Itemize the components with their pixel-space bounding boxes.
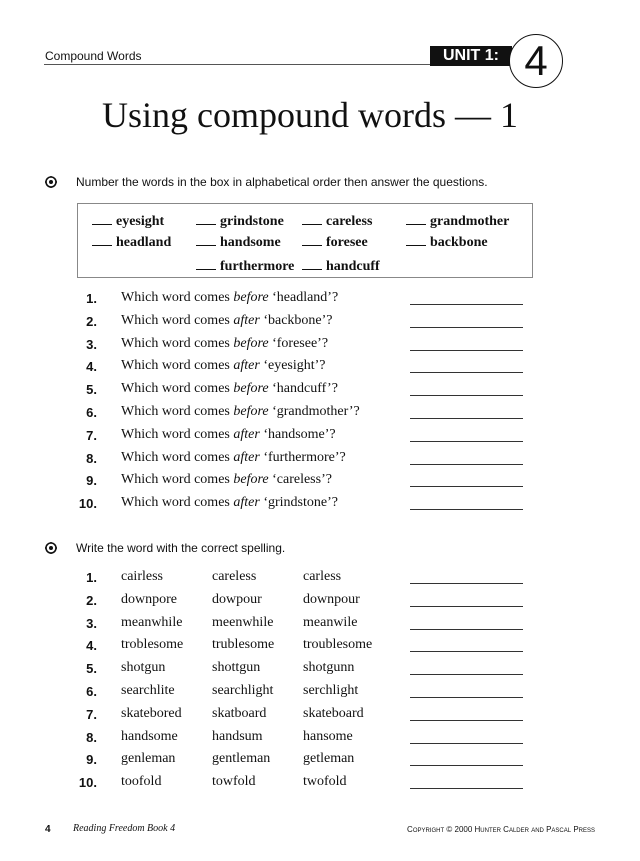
question-row [0,493,640,515]
spelling-option-c: troublesome [303,637,373,653]
spelling-option-a: genleman [121,751,176,767]
answer-line[interactable] [410,651,523,652]
number-blank[interactable] [406,233,426,246]
spelling-option-c: meanwile [303,614,358,630]
spelling-option-a: meanwhile [121,614,183,630]
spelling-row [0,749,640,771]
answer-line[interactable] [410,464,523,465]
number-blank[interactable] [92,212,112,225]
answer-line[interactable] [410,441,523,442]
answer-line[interactable] [410,486,523,487]
question-number: 5. [86,382,97,398]
question-text: Which word comes before ‘handcuff’? [121,381,338,397]
flower-bullet-icon [45,176,57,188]
number-blank[interactable] [196,212,216,225]
question-row [0,356,640,378]
spelling-row [0,567,640,589]
spelling-option-a: searchlite [121,683,175,698]
word-item: grindstone [196,212,284,230]
spelling-option-b: handsum [212,728,263,744]
spelling-row [0,727,640,749]
spelling-number: 6. [86,684,97,699]
answer-line[interactable] [410,327,523,328]
question-text: Which word comes before ‘foresee’? [121,335,329,351]
answer-line[interactable] [410,788,523,789]
spelling-option-a: troblesome [121,637,184,653]
spelling-row [0,635,640,657]
spelling-option-b: meenwhile [212,614,274,630]
spelling-option-b: dowpour [212,591,262,607]
copyright-notice: Copyright © 2000 Hunter Calder and Pascal Press [407,825,595,834]
word-item: eyesight [92,212,164,230]
spelling-option-c: skateboard [303,705,364,721]
spelling-number: 5. [86,661,97,677]
spelling-row [0,613,640,635]
answer-line[interactable] [410,720,523,721]
number-blank[interactable] [302,233,322,246]
answer-line[interactable] [410,509,523,510]
word-item: careless [302,212,372,230]
answer-line[interactable] [410,395,523,396]
answer-line[interactable] [410,674,523,675]
flower-bullet-icon [45,542,57,554]
question-row [0,448,640,470]
question-number: 4. [86,359,97,375]
spelling-option-c: downpour [303,591,360,607]
question-number: 8. [86,450,97,466]
answer-line[interactable] [410,583,523,584]
spelling-number: 7. [86,706,97,722]
number-blank[interactable] [302,212,322,225]
number-blank[interactable] [196,233,216,246]
question-number: 6. [86,405,97,420]
spelling-option-a: shotgun [121,660,166,676]
question-text: Which word comes after ‘grindstone’? [121,495,338,511]
question-text: Which word comes before ‘headland’? [121,290,339,305]
page-title: Using compound words — 1 [102,95,518,135]
answer-line[interactable] [410,629,523,630]
spelling-number: 9. [86,752,97,768]
unit-label: UNIT 1: [430,46,512,66]
answer-line[interactable] [410,697,523,698]
question-number: 3. [86,336,97,352]
spelling-number: 1. [86,570,97,585]
spelling-option-a: cairless [121,569,163,584]
question-text: Which word comes before ‘careless’? [121,472,332,488]
spelling-row [0,704,640,726]
answer-line[interactable] [410,606,523,607]
spelling-option-a: downpore [121,591,177,607]
word-item: handcuff [302,257,380,275]
exercise2-instruction: Write the word with the correct spelling. [76,541,286,555]
spelling-option-c: shotgunn [303,660,355,676]
question-row [0,425,640,447]
question-number: 7. [86,427,97,443]
spelling-option-b: towfold [212,774,256,790]
number-blank[interactable] [406,212,426,225]
question-text: Which word comes after ‘backbone’? [121,312,333,328]
spelling-option-a: skatebored [121,705,182,721]
spelling-number: 3. [86,615,97,631]
number-blank[interactable] [92,233,112,246]
spelling-option-b: trublesome [212,637,275,653]
spelling-option-c: carless [303,569,342,584]
spelling-option-c: serchlight [303,683,359,698]
word-item: handsome [196,233,281,251]
question-text: Which word comes after ‘furthermore’? [121,449,346,465]
question-text: Which word comes after ‘eyesight’? [121,358,326,374]
spelling-row [0,681,640,703]
spelling-option-a: toofold [121,774,162,790]
word-item: headland [92,233,171,251]
word-item: grandmother [406,212,509,230]
spelling-row [0,772,640,794]
spelling-row [0,658,640,680]
question-row [0,288,640,310]
question-number: 9. [86,473,97,489]
question-text: Which word comes after ‘handsome’? [121,426,336,442]
answer-line[interactable] [410,350,523,351]
spelling-option-b: careless [212,569,257,584]
spelling-number: 4. [86,638,97,654]
answer-line[interactable] [410,418,523,419]
question-text: Which word comes before ‘grandmother’? [121,404,360,419]
answer-line[interactable] [410,743,523,744]
question-row [0,402,640,424]
spelling-option-b: gentleman [212,751,271,767]
exercise1-instruction: Number the words in the box in alphabetical order then answer the questions. [76,175,488,189]
spelling-option-b: skatboard [212,705,267,721]
word-item: furthermore [196,257,294,275]
question-row [0,334,640,356]
spelling-option-b: shottgun [212,660,261,676]
question-number: 1. [86,291,97,306]
word-item: backbone [406,233,488,251]
word-box [77,203,533,278]
spelling-number: 10. [78,775,97,791]
spelling-option-c: hansome [303,728,353,744]
spelling-option-b: searchlight [212,683,274,698]
answer-line[interactable] [410,304,523,305]
spelling-row [0,590,640,612]
answer-line[interactable] [410,372,523,373]
question-number: 2. [86,313,97,329]
number-blank[interactable] [196,257,216,270]
spelling-number: 2. [86,592,97,608]
question-row [0,379,640,401]
question-row [0,470,640,492]
book-title: Reading Freedom Book 4 [73,823,176,834]
spelling-option-c: getleman [303,751,355,767]
word-item: foresee [302,233,368,251]
unit-number: 4 [509,34,563,88]
spelling-option-c: twofold [303,774,347,790]
spelling-number: 8. [86,729,97,745]
question-number: 10. [78,496,97,512]
number-blank[interactable] [302,257,322,270]
spelling-option-a: handsome [121,728,178,744]
question-row [0,311,640,333]
answer-line[interactable] [410,765,523,766]
page-number: 4 [45,824,51,835]
section-label: Compound Words [45,49,142,63]
